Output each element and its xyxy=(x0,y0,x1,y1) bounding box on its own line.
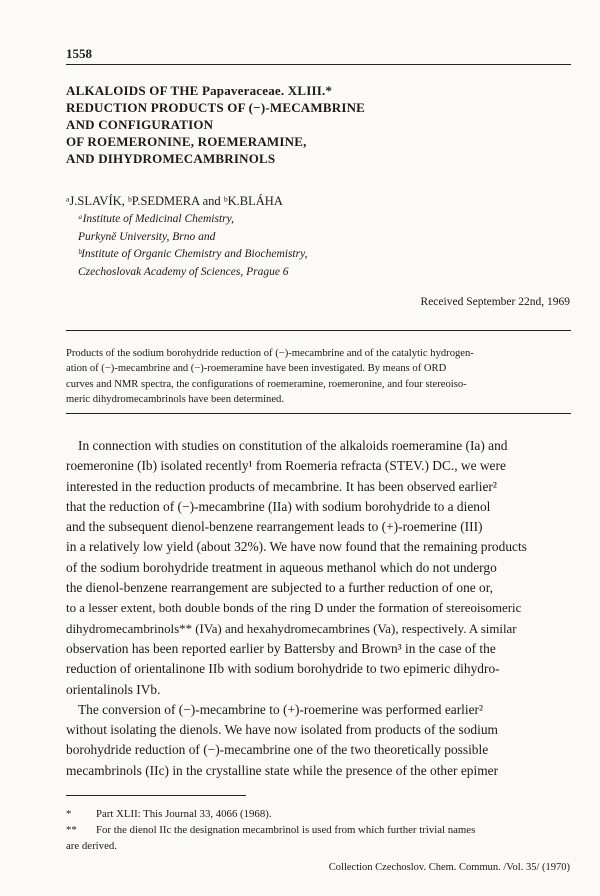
body-line: the dienol-benzene rearrangement are subjected to a further reduction of one or, xyxy=(66,580,494,596)
footnote-line xyxy=(66,822,571,838)
authors: ᵃJ.SLAVÍK, ᵇP.SEDMERA and ᵇK.BLÁHA xyxy=(66,194,283,208)
body-line: observation has been reported earlier by Battersby and Brown³ in the case of the xyxy=(66,640,496,656)
affiliation-line: Purkyně University, Brno and xyxy=(78,230,216,243)
body-line: The conversion of (−)-mecambrine to (+)-roemerine was performed earlier² xyxy=(78,701,484,717)
title-line: AND DIHYDROMECAMBRINOLS xyxy=(66,151,276,166)
affiliations xyxy=(78,211,307,281)
abstract-bottom-rule xyxy=(66,413,571,414)
body-line: borohydride reduction of (−)-mecambrine one of the two theoretically possible xyxy=(66,742,489,758)
body-line: reduction of orientalinone IIb with sodium borohydride to two epimeric dihydro- xyxy=(66,661,500,677)
affiliation-line: ᵃInstitute of Medicinal Chemistry, xyxy=(78,213,234,225)
body-line: that the reduction of (−)-mecambrine (IIa) with sodium borohydride to a dienol xyxy=(66,498,491,514)
footnote-text: are derived. xyxy=(66,840,117,852)
header-rule xyxy=(66,64,571,65)
body-line: orientalinols IVb. xyxy=(66,681,161,697)
affiliation-line: Czechoslovak Academy of Sciences, Prague 6 xyxy=(78,265,289,278)
title-line: REDUCTION PRODUCTS OF (−)-MECAMBRINE xyxy=(66,100,366,115)
footnote-text: For the dienol IIc the designation mecambrinol is used from which further trivial names xyxy=(96,824,476,836)
article-title xyxy=(66,82,571,167)
journal-footer: Collection Czechoslov. Chem. Commun. /Vol. 35/ (1970) xyxy=(328,862,570,873)
body-line: in a relatively low yield (about 32%). We have now found that the remaining products xyxy=(66,539,527,555)
body-line: mecambrinols (IIc) in the crystalline state while the presence of the other epimer xyxy=(66,762,499,778)
body-line: without isolating the dienols. We have now isolated from products of the sodium xyxy=(66,722,498,738)
received-date: Received September 22nd, 1969 xyxy=(420,296,570,308)
body-line: In connection with studies on constitution of the alkaloids roemeramine (Ia) and xyxy=(78,438,508,453)
abstract-line: curves and NMR spectra, the configurations of roemeramine, roemeronine, and four stereoiso- xyxy=(66,378,467,390)
body-line: dihydromecambrinols** (IVa) and hexahydromecambrines (Va), respectively. A similar xyxy=(66,621,517,636)
body-line: to a lesser extent, both double bonds of the ring D under the formation of stereoisomeric xyxy=(66,601,522,616)
abstract-line: meric dihydromecambrinols have been determined. xyxy=(66,394,284,406)
body-line: roemeronine (Ib) isolated recently¹ from Roemeria refracta (STEV.) DC., we were xyxy=(66,458,506,474)
title-line: AND CONFIGURATION xyxy=(66,117,214,132)
affiliation-line: ᵇInstitute of Organic Chemistry and Biochemistry, xyxy=(78,248,308,260)
footnote-text: Part XLII: This Journal 33, 4066 (1968). xyxy=(96,808,272,820)
body-text xyxy=(66,436,571,781)
title-line: OF ROEMERONINE, ROEMERAMINE, xyxy=(66,134,307,149)
abstract-line: ation of (−)-mecambrine and (−)-roemeramine have been investigated. By means of ORD xyxy=(66,363,447,375)
abstract xyxy=(66,346,571,408)
footnote-rule xyxy=(66,795,246,796)
title-line: ALKALOIDS OF THE Papaveraceae. XLIII.* xyxy=(66,83,333,98)
footnote-line xyxy=(66,806,571,822)
footnotes xyxy=(66,806,571,854)
page-number: 1558 xyxy=(66,46,92,61)
abstract-line: Products of the sodium borohydride reduction of (−)-mecambrine and of the catalytic hydrogen- xyxy=(66,348,474,359)
body-line: of the sodium borohydride treatment in aqueous methanol which do not undergo xyxy=(66,559,497,575)
footnote-mark: * xyxy=(66,808,72,820)
body-line: and the subsequent dienol-benzene rearrangement leads to (+)-roemerine (III) xyxy=(66,519,483,535)
footnote-line xyxy=(66,838,571,854)
footnote-mark: ** xyxy=(66,824,77,836)
abstract-top-rule xyxy=(66,330,571,331)
body-line: interested in the reduction products of mecambrine. It has been observed earlier² xyxy=(66,478,497,494)
